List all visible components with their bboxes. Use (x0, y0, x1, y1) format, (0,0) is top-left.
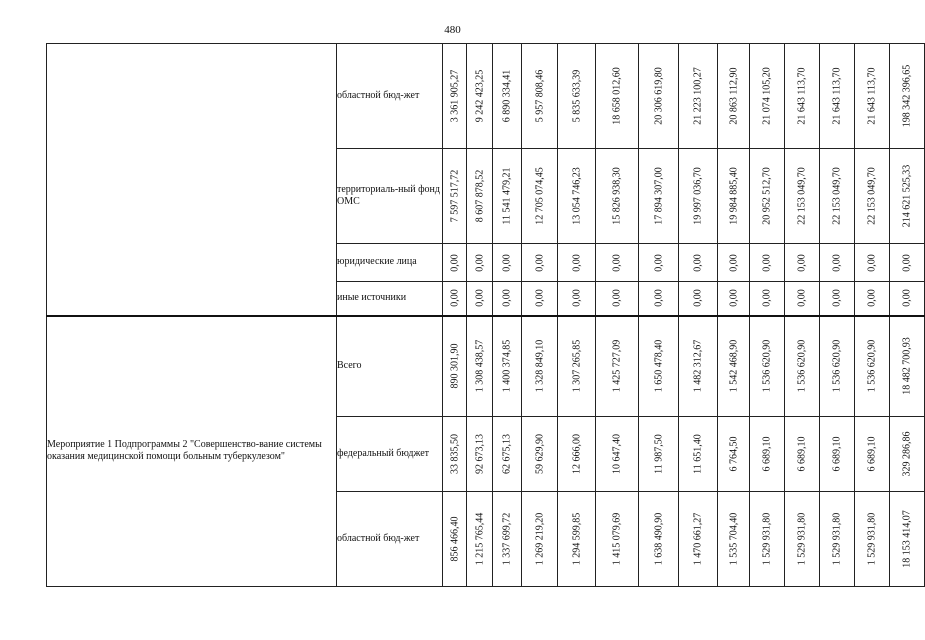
value-cell (522, 282, 558, 316)
value-cell (890, 492, 925, 587)
value-text: 1 542 468,90 (728, 340, 739, 393)
value-cell (522, 492, 558, 587)
value-text: 10 647,40 (611, 434, 623, 474)
value-cell (639, 244, 679, 282)
value-cell (443, 282, 467, 316)
value-cell (855, 149, 890, 244)
value-text: 1 308 438,57 (474, 340, 485, 393)
value-text: 6 689,10 (866, 436, 878, 472)
value-text: 8 607 878,52 (474, 169, 485, 223)
value-text: 1 294 599,85 (571, 512, 582, 566)
value-cell (493, 244, 522, 282)
value-cell (596, 244, 639, 282)
value-text: 1 307 265,85 (571, 340, 582, 393)
value-text: 22 153 049,70 (866, 167, 878, 225)
value-cell (493, 316, 522, 417)
value-text: 0,00 (901, 289, 913, 307)
value-text: 11 651,40 (692, 434, 704, 474)
value-cell (750, 316, 785, 417)
value-text: 0,00 (571, 253, 582, 272)
value-cell (493, 149, 522, 244)
value-cell (493, 492, 522, 587)
value-text: 0,00 (866, 289, 878, 307)
value-cell (639, 282, 679, 316)
value-cell (718, 492, 750, 587)
value-cell (493, 282, 522, 316)
value-cell (493, 44, 522, 149)
value-text: 9 242 423,25 (474, 69, 485, 123)
value-text: 18 658 012,60 (611, 67, 623, 125)
value-text: 0,00 (796, 253, 808, 272)
value-text: 0,00 (796, 289, 808, 307)
value-cell (679, 417, 718, 492)
funding-source-cell: юридические лица (337, 244, 443, 282)
value-text: 3 361 905,27 (449, 69, 460, 123)
value-cell (443, 316, 467, 417)
value-text: 17 894 307,00 (653, 167, 664, 225)
value-text: 0,00 (501, 253, 513, 272)
value-text: 0,00 (901, 253, 913, 272)
value-text: 6 689,10 (761, 436, 773, 472)
value-text: 1 482 312,67 (692, 340, 704, 393)
value-text: 6 689,10 (831, 436, 843, 472)
value-text: 856 466,40 (449, 516, 460, 562)
value-cell (596, 417, 639, 492)
value-cell (820, 44, 855, 149)
value-cell (639, 316, 679, 417)
value-text: 1 638 490,90 (653, 512, 664, 566)
value-cell (639, 149, 679, 244)
table-row (47, 316, 925, 417)
value-text: 1 529 931,80 (831, 512, 843, 566)
value-text: 0,00 (728, 253, 739, 272)
value-text: 0,00 (653, 289, 664, 307)
value-cell (820, 282, 855, 316)
value-cell (679, 492, 718, 587)
value-cell (467, 282, 493, 316)
value-text: 1 215 765,44 (474, 512, 485, 566)
value-cell (820, 417, 855, 492)
value-text: 1 529 931,80 (761, 512, 773, 566)
value-text: 1 536 620,90 (796, 340, 808, 393)
value-text: 1 269 219,20 (534, 512, 545, 566)
value-cell (785, 492, 820, 587)
value-cell (639, 492, 679, 587)
value-cell (718, 282, 750, 316)
value-cell (467, 149, 493, 244)
value-cell (596, 316, 639, 417)
value-text: 15 826 938,30 (611, 167, 623, 225)
value-text: 21 074 105,20 (761, 67, 773, 125)
value-text: 0,00 (692, 289, 704, 307)
value-text: 214 621 525,33 (901, 164, 913, 228)
value-cell (596, 492, 639, 587)
value-cell (718, 149, 750, 244)
table-row (47, 44, 925, 149)
value-cell (820, 492, 855, 587)
value-text: 0,00 (761, 253, 773, 272)
value-text: 12 705 074,45 (534, 167, 545, 225)
value-cell (522, 417, 558, 492)
value-text: 0,00 (728, 289, 739, 307)
value-cell (639, 44, 679, 149)
value-text: 890 301,90 (449, 343, 460, 389)
value-cell (855, 44, 890, 149)
value-text: 0,00 (761, 289, 773, 307)
value-cell (785, 149, 820, 244)
value-cell (679, 149, 718, 244)
value-text: 1 415 079,69 (611, 512, 623, 566)
value-text: 19 997 036,70 (692, 167, 704, 225)
value-cell (443, 149, 467, 244)
value-cell (522, 316, 558, 417)
value-text: 21 643 113,70 (796, 67, 808, 125)
value-text: 0,00 (474, 253, 485, 272)
value-cell (522, 44, 558, 149)
value-text: 6 764,50 (728, 436, 739, 472)
value-text: 18 153 414,07 (901, 510, 913, 568)
value-text: 0,00 (831, 253, 843, 272)
value-cell (718, 244, 750, 282)
value-cell (785, 44, 820, 149)
value-cell (679, 282, 718, 316)
value-cell (855, 244, 890, 282)
value-cell (820, 244, 855, 282)
value-cell (558, 417, 596, 492)
value-text: 0,00 (571, 289, 582, 307)
value-text: 59 629,90 (534, 434, 545, 474)
funding-source-cell: Всего (337, 316, 443, 417)
value-text: 1 536 620,90 (831, 340, 843, 393)
value-text: 0,00 (534, 289, 545, 307)
value-text: 1 536 620,90 (866, 340, 878, 393)
value-cell (855, 316, 890, 417)
value-cell (467, 417, 493, 492)
value-text: 6 689,10 (796, 436, 808, 472)
value-text: 20 952 512,70 (761, 167, 773, 225)
value-text: 0,00 (653, 253, 664, 272)
event-cell (47, 44, 337, 316)
value-text: 5 957 808,46 (534, 69, 545, 123)
value-cell (558, 282, 596, 316)
value-text: 0,00 (474, 289, 485, 307)
value-cell (558, 149, 596, 244)
page-number: 480 (444, 24, 461, 36)
value-text: 0,00 (449, 253, 460, 272)
funding-table (46, 43, 925, 587)
value-text: 21 223 100,27 (692, 67, 704, 125)
value-cell (467, 244, 493, 282)
value-text: 0,00 (866, 253, 878, 272)
value-text: 1 529 931,80 (866, 512, 878, 566)
value-cell (443, 492, 467, 587)
value-cell (785, 417, 820, 492)
value-cell (467, 492, 493, 587)
value-cell (493, 417, 522, 492)
value-text: 1 529 931,80 (796, 512, 808, 566)
value-cell (890, 316, 925, 417)
value-cell (750, 244, 785, 282)
value-cell (785, 282, 820, 316)
value-text: 21 643 113,70 (831, 67, 843, 125)
value-text: 7 597 517,72 (449, 169, 460, 223)
funding-source-cell: территориаль-ный фонд ОМС (337, 149, 443, 244)
value-text: 21 643 113,70 (866, 67, 878, 125)
value-text: 13 054 746,23 (571, 167, 582, 225)
value-cell (467, 44, 493, 149)
value-text: 198 342 396,65 (901, 64, 913, 128)
funding-source-cell: областной бюд-жет (337, 492, 443, 587)
value-cell (750, 492, 785, 587)
value-text: 0,00 (611, 253, 623, 272)
value-text: 33 835,50 (449, 434, 460, 474)
value-cell (679, 316, 718, 417)
value-text: 22 153 049,70 (831, 167, 843, 225)
value-cell (443, 44, 467, 149)
value-text: 92 673,13 (474, 434, 485, 474)
value-text: 1 425 727,09 (611, 340, 623, 393)
value-cell (558, 492, 596, 587)
value-cell (890, 149, 925, 244)
value-cell (750, 417, 785, 492)
value-cell (750, 149, 785, 244)
funding-source-cell: областной бюд-жет (337, 44, 443, 149)
value-cell (855, 417, 890, 492)
value-cell (596, 44, 639, 149)
value-cell (750, 282, 785, 316)
value-text: 0,00 (534, 253, 545, 272)
value-cell (596, 149, 639, 244)
value-text: 62 675,13 (501, 434, 513, 474)
value-cell (890, 417, 925, 492)
value-cell (522, 244, 558, 282)
value-text: 1 535 704,40 (728, 512, 739, 566)
value-cell (750, 44, 785, 149)
value-text: 329 286,86 (901, 431, 913, 477)
value-text: 0,00 (611, 289, 623, 307)
funding-source-cell: федеральный бюджет (337, 417, 443, 492)
value-text: 0,00 (501, 289, 513, 307)
value-text: 1 400 374,85 (501, 340, 513, 393)
value-text: 6 890 334,41 (501, 69, 513, 123)
value-cell (679, 244, 718, 282)
value-cell (855, 282, 890, 316)
value-text: 1 328 849,10 (534, 340, 545, 393)
value-cell (443, 417, 467, 492)
value-text: 0,00 (692, 253, 704, 272)
value-cell (820, 149, 855, 244)
value-cell (558, 244, 596, 282)
value-cell (820, 316, 855, 417)
value-text: 19 984 885,40 (728, 167, 739, 225)
value-cell (679, 44, 718, 149)
value-cell (855, 492, 890, 587)
value-text: 1 337 699,72 (501, 512, 513, 566)
value-cell (785, 244, 820, 282)
value-cell (522, 149, 558, 244)
value-cell (785, 316, 820, 417)
value-text: 0,00 (449, 289, 460, 307)
value-text: 11 541 479,21 (501, 167, 513, 225)
value-cell (890, 282, 925, 316)
value-cell (558, 44, 596, 149)
value-cell (890, 44, 925, 149)
funding-source-cell: иные источники (337, 282, 443, 316)
value-text: 11 987,50 (653, 434, 664, 474)
value-text: 1 650 478,40 (653, 340, 664, 393)
value-text: 1 470 661,27 (692, 512, 704, 566)
value-cell (718, 316, 750, 417)
value-cell (467, 316, 493, 417)
table-body (47, 44, 925, 587)
value-cell (558, 316, 596, 417)
value-text: 18 482 700,93 (901, 337, 913, 395)
value-cell (596, 282, 639, 316)
value-text: 20 306 619,80 (653, 67, 664, 125)
event-cell: Мероприятие 1 Подпрограммы 2 "Совершенство-вание системы оказания медицинской помощи больным туберкулезом" (47, 316, 337, 587)
value-text: 22 153 049,70 (796, 167, 808, 225)
value-cell (718, 417, 750, 492)
value-text: 5 835 633,39 (571, 69, 582, 123)
value-cell (639, 417, 679, 492)
value-cell (890, 244, 925, 282)
value-text: 0,00 (831, 289, 843, 307)
value-text: 12 666,00 (571, 434, 582, 474)
value-text: 20 863 112,90 (728, 67, 739, 125)
value-text: 1 536 620,90 (761, 340, 773, 393)
value-cell (718, 44, 750, 149)
value-cell (443, 244, 467, 282)
